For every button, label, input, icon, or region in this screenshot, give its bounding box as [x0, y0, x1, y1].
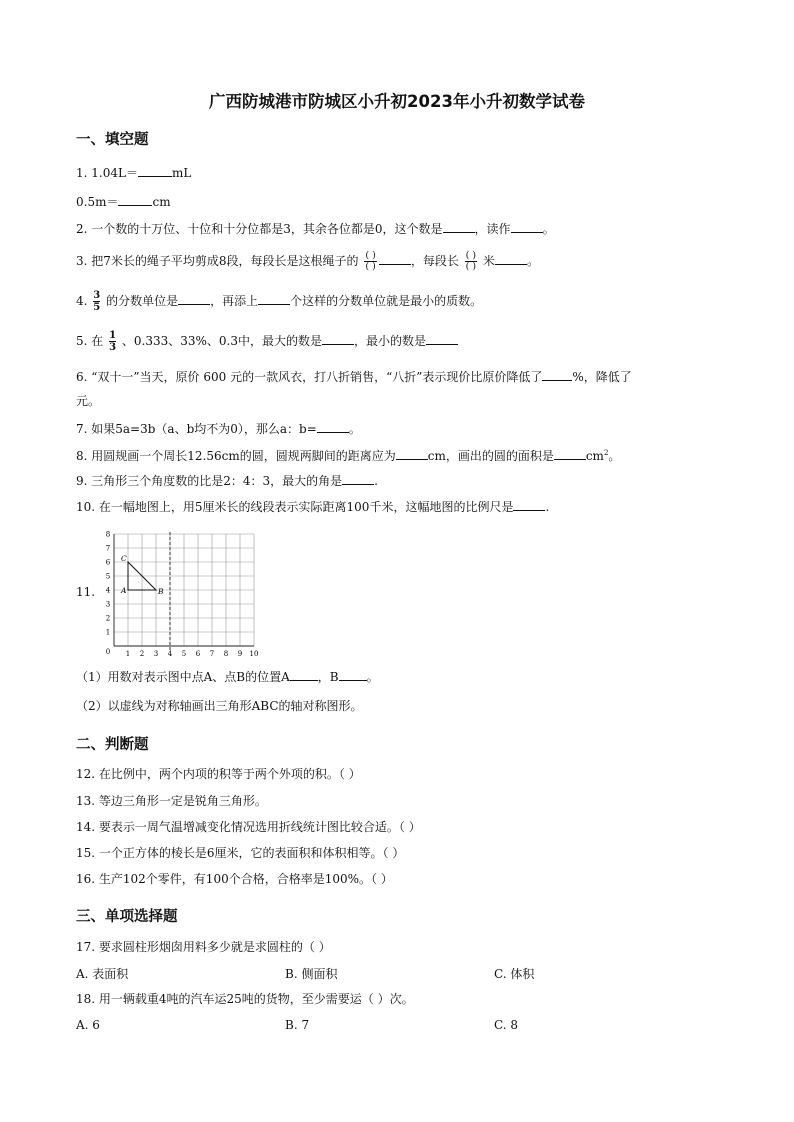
q11-1-blank-a[interactable]	[290, 668, 318, 681]
x-tick-label: 8	[223, 650, 229, 658]
section-true-false: 二、判断题	[76, 737, 149, 753]
x-tick-label: 5	[181, 650, 187, 658]
point-a-label: A	[121, 586, 127, 595]
q1a-blank[interactable]	[138, 164, 172, 177]
q7-text-b: 。	[348, 422, 361, 436]
q3-text-c: 米	[482, 254, 495, 268]
q4-fraction: $\frac{3}{5}$	[93, 290, 101, 313]
question-14: 14. 要表示一周气温增减变化情况选用折线统计图比较合适。（ ）	[76, 820, 421, 834]
x-tick-label: 9	[237, 650, 243, 658]
q5-blank-1[interactable]	[322, 332, 354, 345]
grid-svg	[100, 528, 270, 658]
q6-blank-1[interactable]	[542, 368, 572, 381]
question-2	[76, 220, 555, 237]
question-5	[76, 330, 458, 353]
q4-text-b: ，再添上	[210, 294, 259, 308]
question-8	[76, 445, 620, 464]
x-tick-label: 4	[167, 650, 173, 658]
question-1a	[76, 164, 191, 181]
question-4	[76, 290, 482, 313]
question-9	[76, 472, 378, 489]
q9-text-b: .	[374, 474, 378, 488]
q5-text-a: 、0.333、33%、0.3中，最大的数是	[121, 334, 323, 348]
question-17: 17. 要求圆柱形烟囱用料多少就是求圆柱的（ ）	[76, 940, 331, 954]
y-tick-label: 3	[105, 600, 111, 609]
q8-text-d: 。	[608, 449, 621, 463]
y-tick-label: 8	[105, 530, 111, 539]
q8-unit-sup: 2	[603, 449, 609, 457]
q8-blank-2[interactable]	[554, 447, 586, 460]
q1b-text: 0.5m＝	[76, 195, 119, 209]
q6-text-b: %，降低了	[572, 370, 632, 384]
q5-blank-2[interactable]	[426, 332, 458, 345]
q2-blank-2[interactable]	[511, 220, 543, 233]
q1b-blank[interactable]	[118, 193, 152, 206]
q2-blank-1[interactable]	[443, 220, 475, 233]
x-tick-label: 2	[139, 650, 145, 658]
q3-blank-2[interactable]	[495, 252, 527, 265]
question-18: 18. 用一辆载重4吨的汽车运25吨的货物，至少需要运（ ）次。	[76, 992, 414, 1006]
q6-text-c: 元。	[76, 394, 101, 408]
section-multiple-choice: 三、单项选择题	[76, 909, 178, 925]
q17-option-a[interactable]: A. 表面积	[76, 967, 129, 981]
q4-blank-1[interactable]	[178, 292, 210, 305]
q7-blank[interactable]	[317, 420, 349, 433]
y-tick-label: 7	[105, 544, 111, 553]
question-16: 16. 生产102个零件，有100个合格，合格率是100%。（ ）	[76, 872, 393, 886]
q3-text-a: 3. 把7米长的绳子平均剪成8段，每段长是这根绳子的	[76, 254, 359, 268]
q8-text-a: 8. 用圆规画一个周长12.56cm的圆，圆规两脚间的距离应为	[76, 449, 396, 463]
q4-text-a: 的分数单位是	[106, 294, 179, 308]
section-fill-blank: 一、填空题	[76, 132, 149, 148]
page-title: 广西防城港市防城区小升初2023年小升初数学试卷	[209, 92, 585, 111]
question-11-part-2: （2）以虚线为对称轴画出三角形ABC的轴对称图形。	[76, 699, 363, 713]
q10-text-b: .	[545, 500, 550, 514]
question-6-line-1	[76, 368, 632, 385]
q5-fraction: $\frac{1}{3}$	[109, 330, 117, 353]
x-tick-label: 6	[195, 650, 201, 658]
y-tick-label: 2	[105, 614, 111, 623]
q18-option-b[interactable]: B. 7	[285, 1018, 310, 1032]
q11-1-text-a: （1）用数对表示图中点A、点B的位置A	[76, 670, 290, 684]
q4-blank-2[interactable]	[258, 292, 290, 305]
question-13: 13. 等边三角形一定是锐角三角形。	[76, 794, 267, 808]
q4-text-c: 个这样的分数单位就是最小的质数。	[290, 294, 483, 308]
question-6-line-2	[76, 393, 100, 409]
x-tick-label: 3	[153, 650, 159, 658]
q5-number: 5. 在	[76, 334, 104, 348]
point-b-label: B	[158, 587, 164, 596]
q11-1-text-c: 。	[366, 670, 379, 684]
q11-1-text-b: ，B	[317, 670, 339, 684]
q3-fraction-blank-2[interactable]: $\frac{( )}{( )}$	[465, 250, 477, 272]
q10-text-a: 10. 在一幅地图上，用5厘米长的线段表示实际距离100千米，这幅地图的比例尺是	[76, 500, 514, 514]
q11-1-blank-b[interactable]	[339, 668, 367, 681]
question-11-number: 11.	[76, 585, 96, 599]
q3-text-b: ，每段长	[410, 254, 459, 268]
y-tick-label: 4	[105, 586, 111, 595]
question-7	[76, 420, 361, 437]
q17-option-b[interactable]: B. 侧面积	[285, 967, 338, 981]
question-12: 12. 在比例中，两个内项的积等于两个外项的积。（ ）	[76, 767, 361, 781]
q3-fraction-blank-1[interactable]: $\frac{( )}{( )}$	[365, 250, 376, 272]
q9-blank[interactable]	[342, 472, 374, 485]
x-tick-label: 7	[209, 650, 215, 658]
point-c-label: C	[121, 554, 127, 563]
q3-blank-1[interactable]	[379, 252, 411, 265]
x-tick-label: 1	[125, 650, 131, 658]
question-3	[76, 250, 539, 272]
y-tick-label: 1	[105, 628, 111, 637]
question-15: 15. 一个正方体的棱长是6厘米，它的表面积和体积相等。（ ）	[76, 846, 405, 860]
q2-text-a: 2. 一个数的十万位、十位和十分位都是3，其余各位都是0，这个数是	[76, 222, 443, 236]
q17-option-c[interactable]: C. 体积	[494, 967, 535, 981]
q8-unit: cm	[585, 449, 604, 463]
q2-text-b: ，读作	[474, 222, 511, 236]
q2-text-c: 。	[542, 222, 555, 236]
q4-number: 4.	[76, 294, 88, 308]
y-tick-label: 6	[105, 558, 111, 567]
q1a-unit: mL	[171, 166, 192, 180]
q1b-unit: cm	[152, 195, 171, 209]
q1a-text: 1. 1.04L＝	[76, 166, 138, 180]
q3-text-d: 。	[526, 254, 539, 268]
q8-blank-1[interactable]	[396, 447, 428, 460]
y-tick-label: 5	[105, 572, 111, 581]
q10-blank[interactable]	[513, 498, 545, 511]
q7-text-a: 7. 如果5a=3b（a、b均不为0），那么a：b=	[76, 422, 317, 436]
q8-text-b: cm，画出的圆的面积是	[427, 449, 554, 463]
origin-label: 0	[105, 648, 111, 656]
x-tick-label: 10	[249, 650, 259, 658]
q18-option-a[interactable]: A. 6	[76, 1018, 100, 1032]
q9-text-a: 9. 三角形三个角度数的比是2：4：3，最大的角是	[76, 474, 343, 488]
coordinate-grid[interactable]	[100, 528, 270, 658]
question-1b	[76, 193, 171, 210]
question-10	[76, 498, 549, 515]
q5-text-b: ，最小的数是	[354, 334, 427, 348]
question-11-part-1	[76, 668, 379, 685]
q6-text-a: 6. “双十一”当天，原价 600 元的一款风衣，打八折销售，“八折”表示现价比原价降低了	[76, 370, 543, 384]
q18-option-c[interactable]: C. 8	[494, 1018, 519, 1032]
